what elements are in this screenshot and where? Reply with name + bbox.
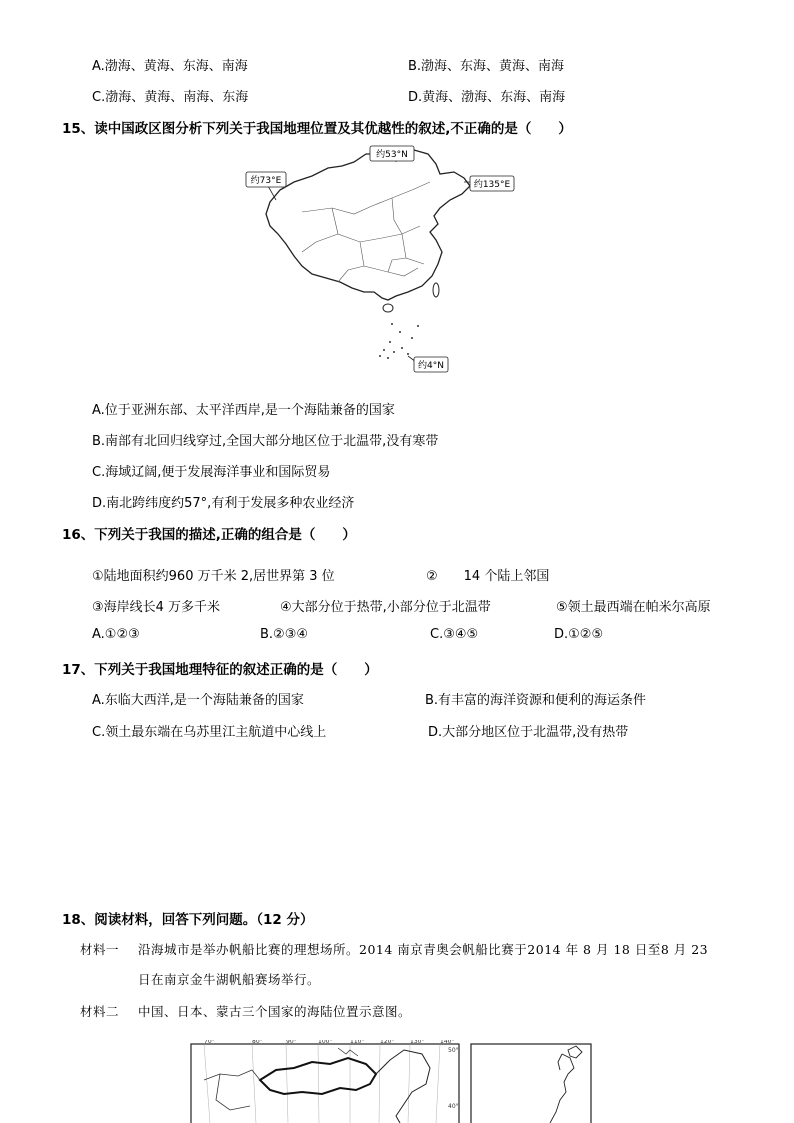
q14-option-d: D.黄海、渤海、东海、南海	[408, 90, 566, 105]
q14-option-b: B.渤海、东海、黄海、南海	[408, 59, 565, 74]
q16-option-d: D.①②⑤	[554, 627, 604, 642]
q17-option-b: B.有丰富的海洋资源和便利的海运条件	[425, 693, 647, 708]
q16-statement-2: ② 14 个陆上邻国	[426, 569, 550, 584]
label-south: 约4°N	[418, 361, 444, 371]
q14-option-c: C.渤海、黄海、南海、东海	[92, 90, 249, 105]
material-2-text: 中国、日本、蒙古三个国家的海陆位置示意图。	[138, 1004, 412, 1019]
west-boundary	[204, 1070, 260, 1110]
japan-position-map	[470, 1040, 594, 1123]
coastline	[376, 1050, 430, 1123]
lon-tick-label: 140°	[440, 1040, 455, 1045]
lon-tick-label: 130°	[410, 1040, 425, 1045]
q16-option-c: C.③④⑤	[430, 627, 479, 642]
q17-option-a: A.东临大西洋,是一个海陆兼备的国家	[92, 693, 304, 708]
material-1-line-1: 沿海城市是举办帆船比赛的理想场所。2014 南京青奥会帆船比赛于2014 年 8 月 18 日至8 月 23	[138, 942, 709, 957]
lon-tick-label: 90°	[286, 1040, 297, 1045]
taiwan-island	[433, 283, 439, 297]
q15-option-d: D.南北跨纬度约57°,有利于发展多种农业经济	[92, 496, 355, 511]
mongolia-china-border	[260, 1058, 376, 1094]
material-1-label: 材料一	[80, 942, 120, 957]
lat-label-50: 50°	[448, 1047, 459, 1054]
lon-tick-label: 70°	[204, 1040, 215, 1045]
q17-stem: 17、下列关于我国地理特征的叙述正确的是（ ）	[62, 662, 378, 678]
province-boundaries	[302, 182, 430, 282]
q17-option-d: D.大部分地区位于北温带,没有热带	[428, 725, 629, 740]
lon-tick-label: 120°	[380, 1040, 395, 1045]
q16-statement-5: ⑤领土最西端在帕米尔高原	[556, 600, 711, 615]
q15-option-b: B.南部有北回归线穿过,全国大部分地区位于北温带,没有寒带	[92, 434, 439, 449]
river-line	[338, 1048, 358, 1056]
q15-option-c: C.海域辽阔,便于发展海洋事业和国际贸易	[92, 465, 331, 480]
south-sea-islands	[379, 323, 419, 359]
hainan-island	[383, 304, 393, 312]
asia-position-map	[190, 1040, 460, 1123]
q16-stem: 16、下列关于我国的描述,正确的组合是（ ）	[62, 527, 356, 543]
material-2-label: 材料二	[80, 1004, 120, 1019]
q15-stem: 15、读中国政区图分析下列关于我国地理位置及其优越性的叙述,不正确的是（ ）	[62, 121, 572, 137]
map-graticule	[204, 1044, 440, 1123]
q14-option-a: A.渤海、黄海、东海、南海	[92, 59, 248, 74]
japan-outline-shape	[550, 1054, 574, 1123]
q18-stem: 18、阅读材料，回答下列问题。（12 分）	[62, 912, 314, 928]
q16-statement-3: ③海岸线长4 万多千米	[92, 600, 221, 615]
q16-statement-4: ④大部分位于热带,小部分位于北温带	[280, 600, 491, 615]
hokkaido-shape	[568, 1046, 582, 1058]
q15-option-a: A.位于亚洲东部、太平洋西岸,是一个海陆兼备的国家	[92, 403, 395, 418]
label-west: 约73°E	[250, 176, 282, 186]
lon-tick-label: 100°	[318, 1040, 333, 1045]
label-east: 约135°E	[473, 180, 511, 190]
q16-option-b: B.②③④	[260, 627, 309, 642]
lon-tick-label: 80°	[252, 1040, 263, 1045]
q17-option-c: C.领土最东端在乌苏里江主航道中心线上	[92, 725, 327, 740]
lon-tick-label: 110°	[350, 1040, 365, 1045]
q16-option-a: A.①②③	[92, 627, 140, 642]
label-north: 约53°N	[376, 150, 408, 160]
material-1-line-2: 日在南京金牛湖帆船赛场举行。	[138, 972, 321, 987]
china-political-map	[242, 142, 522, 374]
lat-label-40: 40°	[448, 1103, 459, 1110]
q16-statement-1: ①陆地面积约960 万千米 2,居世界第 3 位	[92, 569, 335, 584]
china-outline-shape	[266, 150, 470, 300]
